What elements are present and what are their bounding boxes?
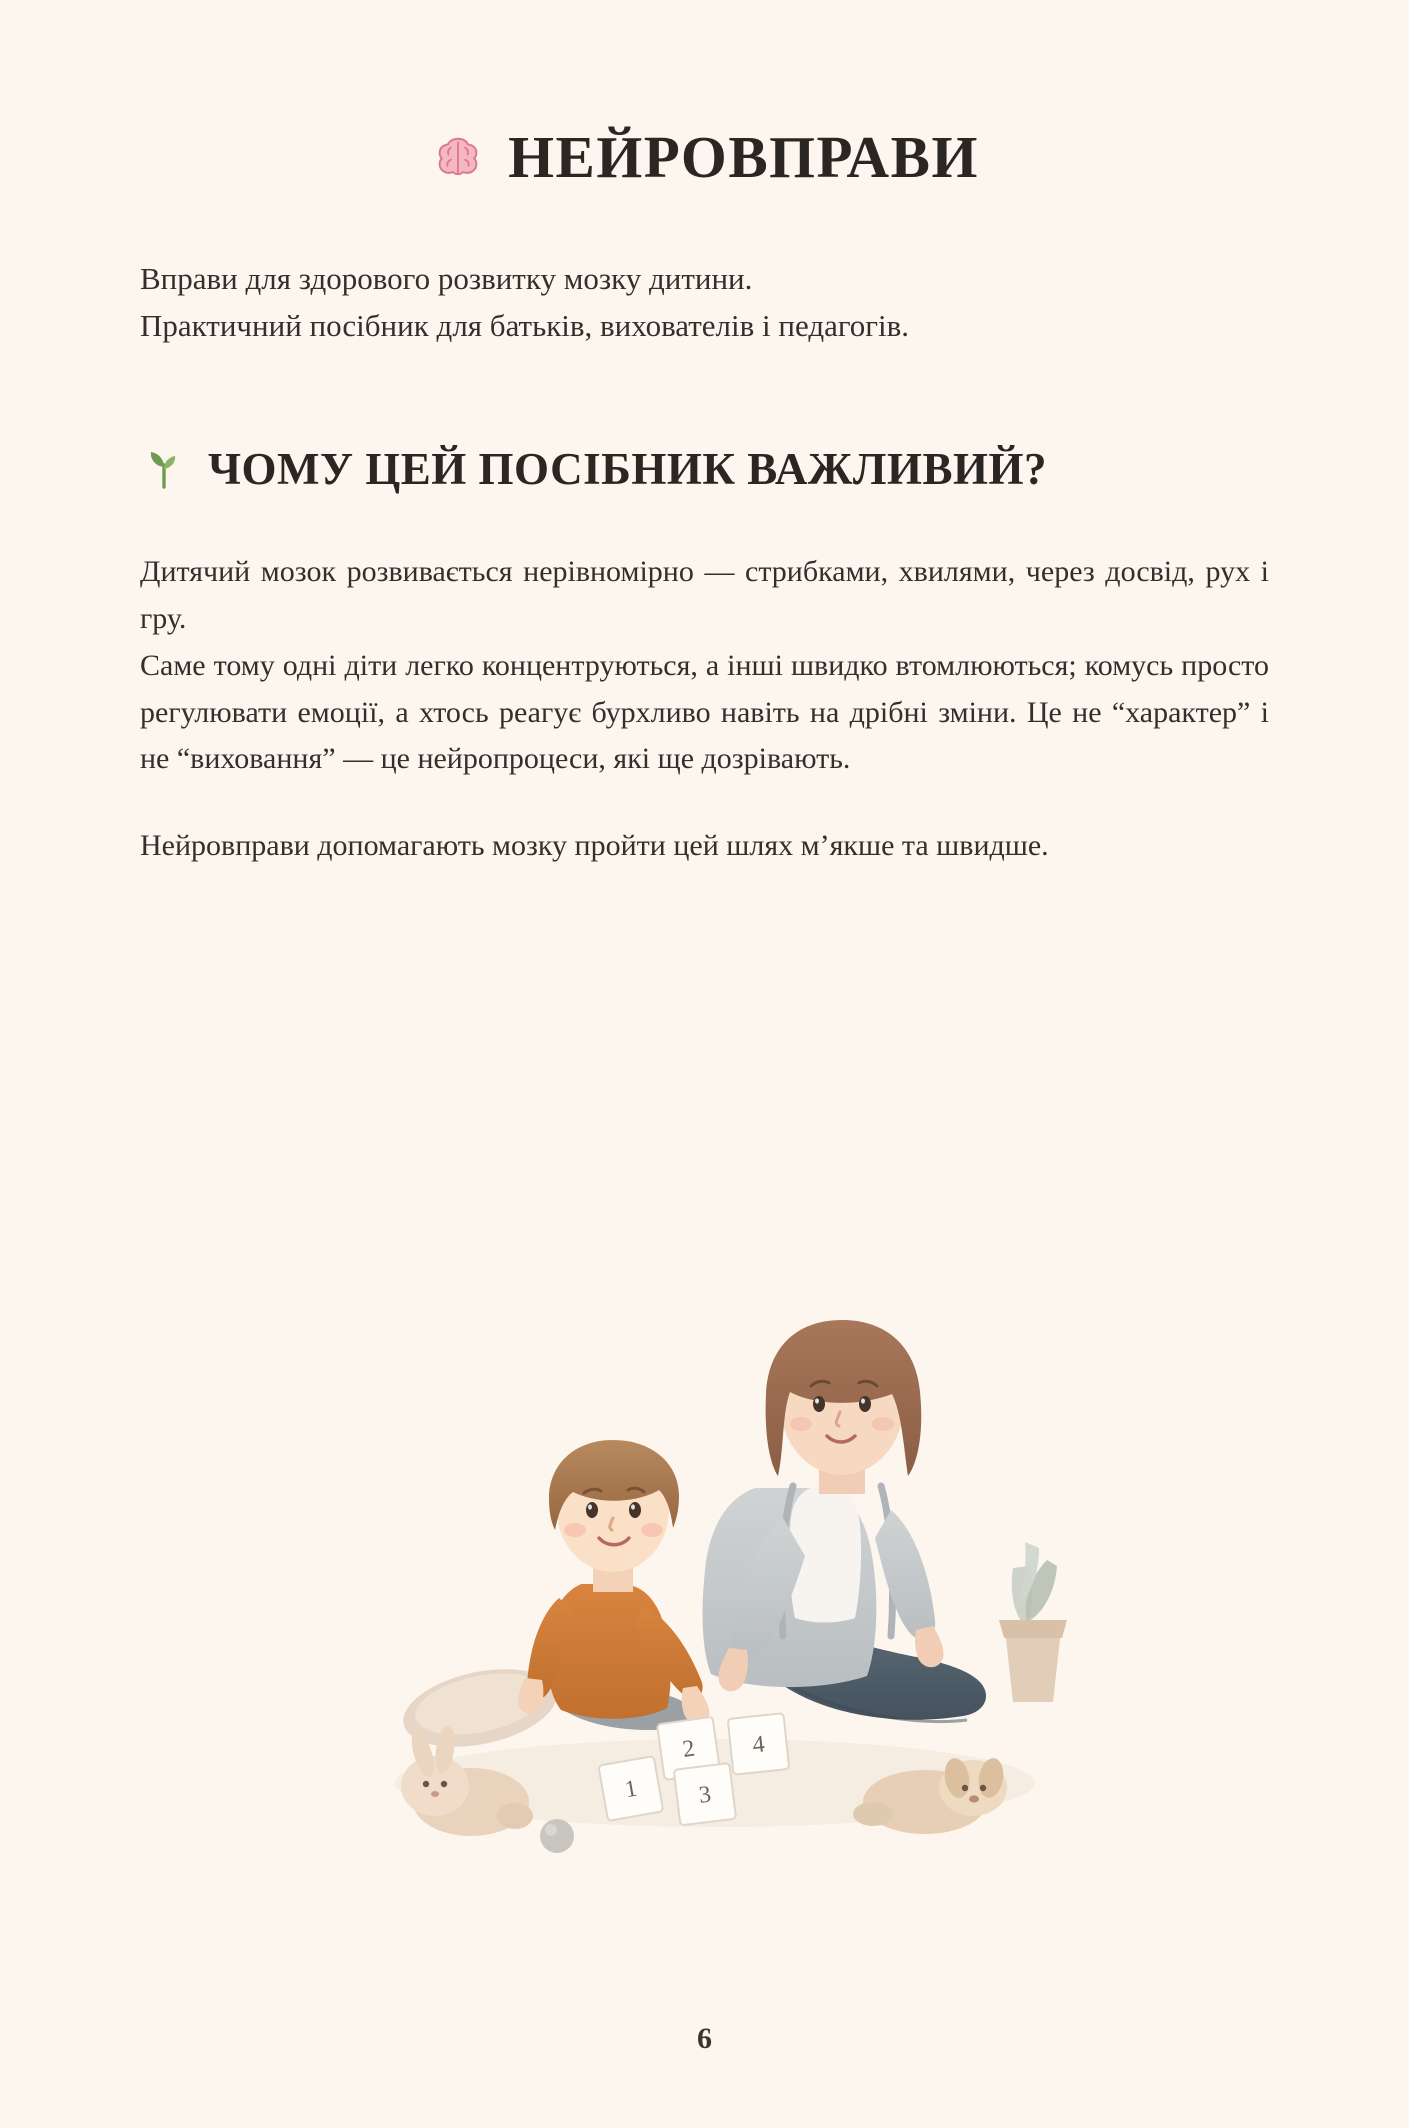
intro-line-1: Вправи для здорового розвитку мозку дитини.	[140, 261, 753, 296]
paragraph-spacer	[140, 783, 1269, 823]
svg-text:3: 3	[696, 1781, 713, 1809]
body-text	[140, 549, 1269, 870]
section-heading-row	[140, 445, 1269, 493]
body-paragraph-3: Нейровправи допомагають мозку пройти цей шлях м’якше та швидше.	[140, 829, 1049, 863]
svg-text:4: 4	[750, 1731, 766, 1759]
sprout-icon	[140, 445, 188, 493]
page-title: НЕЙРОВПРАВИ	[508, 124, 979, 190]
intro-block	[140, 255, 1269, 349]
brain-icon	[430, 130, 486, 186]
document-page	[0, 124, 1409, 2128]
svg-text:1: 1	[622, 1775, 639, 1804]
body-paragraph-1: Дитячий мозок розвивається нерівномірно — стрибками, хвилями, через досвід, рух і гру.	[140, 555, 1269, 636]
page-title-row	[140, 124, 1269, 190]
illustration-mother-and-child	[325, 1188, 1085, 1888]
body-paragraph-2: Саме тому одні діти легко концентруються, а інші швидко втомлюються; комусь просто регулювати емоції, а хтось реагує бурхливо навіть на дрібні зміни. Це не “характер” і не “виховання” — це нейропроцеси, які ще дозрівають.	[140, 648, 1269, 776]
svg-text:2: 2	[680, 1735, 696, 1763]
page-footer	[0, 2022, 1409, 2056]
page-number: 6	[697, 2022, 712, 2055]
intro-line-2: Практичний посібник для батьків, вихователів і педагогів.	[140, 308, 910, 344]
section-title: ЧОМУ ЦЕЙ ПОСІБНИК ВАЖЛИВИЙ?	[208, 443, 1047, 494]
